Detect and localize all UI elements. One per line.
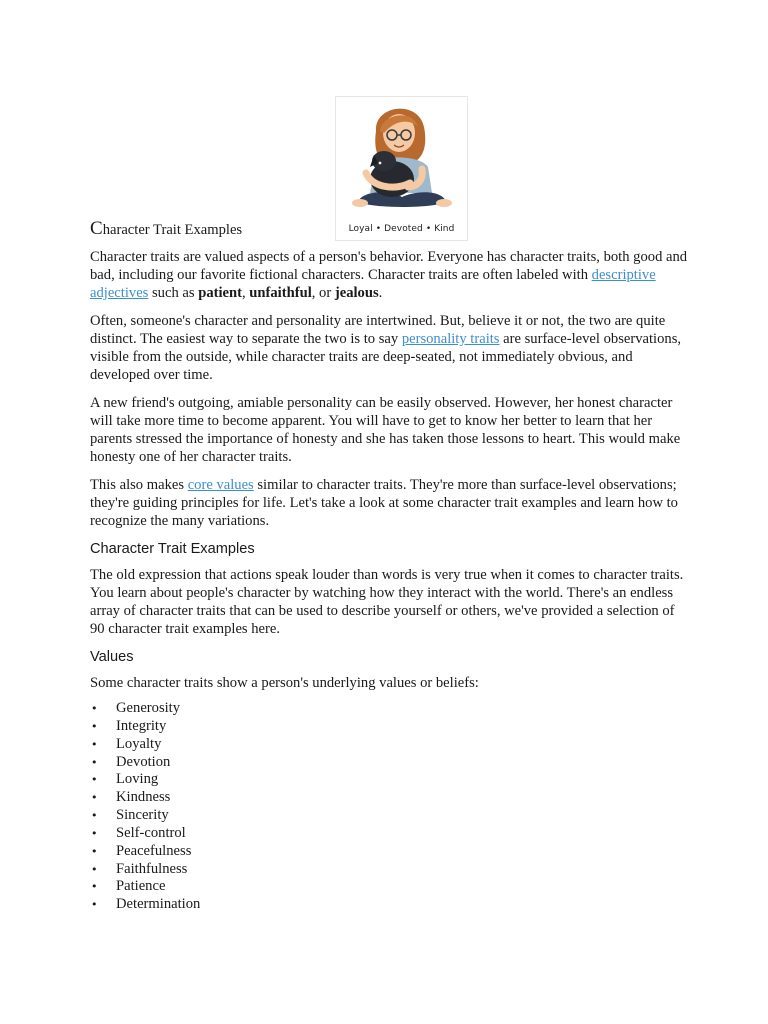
- girl-hugging-dog-icon: [336, 97, 467, 222]
- paragraph-personality: [90, 312, 690, 384]
- list-item: • Patience: [90, 878, 690, 896]
- bold-term-unfaithful: unfaithful: [249, 285, 312, 301]
- list-item: • Self-control: [90, 825, 690, 843]
- paragraph-core-values: [90, 476, 690, 530]
- text-run: , or: [311, 285, 335, 301]
- article-title: [90, 220, 690, 238]
- text-run: similar to character traits. They're more than surface-level observations; they're guiding principles for life. Let's take a look at some character trait examples and learn how to recognize the many variations.: [90, 477, 678, 529]
- link-core-values[interactable]: core values: [187, 477, 254, 493]
- list-item: • Determination: [90, 896, 690, 914]
- text-run: Often, someone's character and personality are intertwined. But, believe it or not, the two are quite distinct. The easiest way to separate the two is to say: [90, 313, 666, 347]
- bold-term-patient: patient: [198, 285, 242, 301]
- list-item: • Sincerity: [90, 807, 690, 825]
- list-item: • Loving: [90, 771, 690, 789]
- text-run: This also makes: [90, 477, 188, 493]
- text-run: .: [378, 285, 383, 301]
- values-list: [90, 700, 690, 914]
- paragraph-intro: [90, 248, 690, 302]
- section-heading: Character Trait Examples: [90, 541, 255, 557]
- list-item: • Peacefulness: [90, 843, 690, 861]
- paragraph-new-friend: A new friend's outgoing, amiable personality can be easily observed. However, her honest character will take more time to become apparent. You will have to get to know her better to learn that her parents stressed the importance of honesty and she has taken those lessons to heart. This would make honesty one of her character traits.: [90, 395, 681, 465]
- list-item: • Faithfulness: [90, 861, 690, 879]
- paragraph-actions: The old expression that actions speak louder than words is very true when it comes to character traits. You learn about people's character by watching how they interact with the world. There's an endless array of character traits that can be used to describe yourself or others, we've provided a selection of 90 character trait examples here.: [90, 567, 684, 637]
- values-intro: Some character traits show a person's underlying values or beliefs:: [90, 675, 479, 691]
- list-item: • Loyalty: [90, 736, 690, 754]
- title-rest: haracter Trait Examples: [102, 222, 243, 238]
- article-body: [90, 220, 690, 914]
- text-run: are surface-level observations, visible from the outside, while character traits are deep-seated, not immediately obvious, and developed over time.: [90, 331, 682, 383]
- link-descriptive-adjectives[interactable]: descriptive adjectives: [90, 267, 656, 301]
- list-item: • Kindness: [90, 789, 690, 807]
- list-item: • Devotion: [90, 754, 690, 772]
- link-personality-traits[interactable]: personality traits: [401, 331, 500, 347]
- title-initial: C: [90, 218, 103, 239]
- text-run: ,: [242, 285, 250, 301]
- list-item: • Generosity: [90, 700, 690, 718]
- bold-term-jealous: jealous: [334, 285, 379, 301]
- text-run: Character traits are valued aspects of a person's behavior. Everyone has character traits, both good and bad, including our favorite fictional characters. Character traits are often labeled with: [90, 249, 688, 283]
- values-heading: Values: [90, 649, 134, 665]
- text-run: such as: [148, 285, 199, 301]
- list-item: • Integrity: [90, 718, 690, 736]
- illustration-caption: Loyal • Devoted • Kind: [348, 224, 455, 234]
